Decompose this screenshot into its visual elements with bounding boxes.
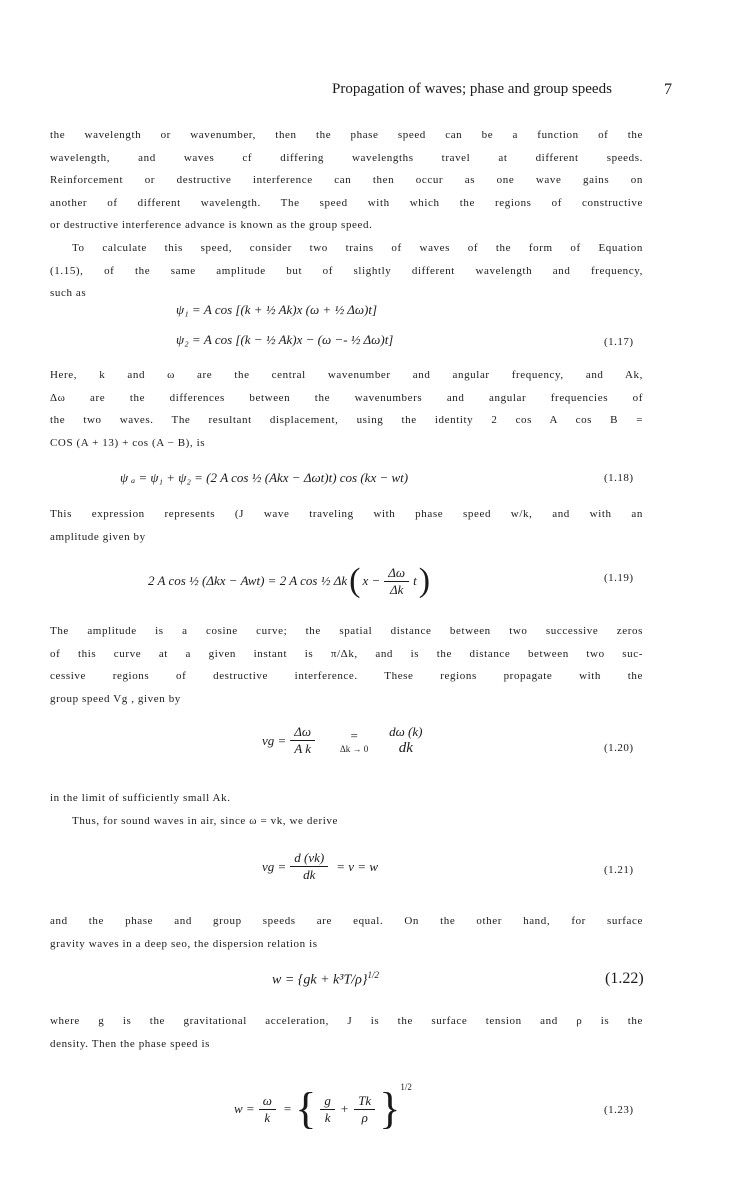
equation-number: (1.21): [604, 864, 634, 876]
text-line: another of different wavelength. The speed with which the regions of constructive: [50, 196, 643, 209]
text-line: in the limit of sufficiently small Ak.: [50, 792, 231, 804]
text-line: wavelength, and waves cf differing wavelengths travel at different speeds.: [50, 151, 643, 164]
text-line: COS (A + 13) + cos (A − B), is: [50, 436, 206, 449]
text-line: This expression represents (J wave traveling with phase speed w/k, and with an: [50, 508, 643, 520]
numerator: g: [320, 1093, 335, 1110]
paragraph-1: [50, 124, 643, 237]
denominator: k: [264, 1109, 271, 1125]
plus-sign: +: [340, 1101, 349, 1116]
exponent: 1/2: [367, 970, 379, 980]
text-line: the wavelength or wavenumber, then the phase speed can be a function of the: [50, 129, 643, 141]
denominator: Δk: [389, 581, 404, 597]
equation-1-23: [234, 1074, 412, 1144]
text-line: Thus, for sound waves in air, since ω = vk, we derive: [72, 815, 338, 827]
exponent: 1/2: [400, 1082, 412, 1092]
equation-1-20: [262, 724, 422, 757]
denominator: k: [324, 1109, 331, 1125]
paragraph-9: [50, 1010, 643, 1055]
equation-number: (1.19): [604, 572, 634, 584]
equation-1-18: ψ ₐ = ψ₁ + ψ₂ = (2 A cos ½ (Akx − Δωt)t) cos (kx − wt): [120, 470, 409, 485]
paragraph-8: [50, 910, 643, 955]
denominator: ρ: [361, 1109, 368, 1125]
numerator: Tk: [354, 1093, 375, 1110]
text-line: (1.15), of the same amplitude but of slightly different wavelength and frequency,: [50, 264, 643, 277]
fraction: [259, 1093, 276, 1126]
numerator: d (vk): [290, 850, 328, 867]
eq-term: t: [413, 573, 417, 588]
text-line: where g is the gravitational acceleration, J is the surface tension and ρ is the: [50, 1015, 643, 1027]
eq-body: w = {gk + k³T/ρ}: [272, 972, 368, 988]
text-line: the two waves. The resultant displacement, using the identity 2 cos A cos B =: [50, 414, 643, 426]
fraction: [320, 1093, 335, 1126]
running-header: Propagation of waves; phase and group speeds: [332, 81, 612, 97]
text-line: Reinforcement or destructive interference can then occur as one wave gains on: [50, 174, 643, 186]
right-brace: }: [379, 1084, 401, 1133]
derivative: dω (k) dk: [389, 724, 423, 756]
fraction: [354, 1093, 375, 1126]
eq-term: x −: [362, 573, 381, 588]
paragraph-2: [50, 237, 643, 305]
text-line: The amplitude is a cosine curve; the spatial distance between two successive zeros: [50, 625, 643, 637]
text-line: To calculate this speed, consider two trains of waves of the form of Equation: [72, 242, 643, 254]
paragraph-5: [50, 620, 643, 710]
eq-lhs: 2 A cos ½ (Δkx − Awt) = 2 A cos ½ Δk: [148, 573, 348, 588]
equation-number: (1.17): [604, 336, 634, 348]
equation-1-17-line1: ψ₁ = A cos [(k + ½ Ak)x (ω + ½ Δω)t]: [176, 302, 378, 317]
fraction: [384, 565, 409, 598]
limit-equals: = Δk → 0: [339, 727, 369, 754]
left-paren: (: [349, 562, 361, 599]
numerator: Δω: [384, 565, 409, 582]
equation-number: (1.18): [604, 472, 634, 484]
text-line: of this curve at a given instant is π/Δk, and is the distance between two suc-: [50, 647, 643, 660]
text-line: gravity waves in a deep seo, the dispersion relation is: [50, 937, 318, 950]
equals-sign: =: [283, 1101, 292, 1116]
numerator: ω: [259, 1093, 276, 1110]
equation-number: (1.23): [604, 1104, 634, 1116]
paragraph-3: [50, 364, 643, 454]
eq-lhs: vg =: [262, 858, 287, 874]
text-line: amplitude given by: [50, 530, 146, 543]
equation-1-19: [148, 553, 432, 609]
text-line: such as: [50, 287, 87, 299]
eq-lhs: vg =: [262, 732, 287, 748]
paragraph-6: [50, 787, 643, 810]
text-line: Δω are the differences between the wavenumbers and angular frequencies of: [50, 391, 643, 404]
paragraph-4: [50, 503, 643, 548]
equation-number: (1.22): [605, 970, 644, 987]
paragraph-7: [50, 810, 643, 833]
text-line: and the phase and group speeds are equal. On the other hand, for surface: [50, 915, 643, 927]
text-line: or destructive interference advance is known as the group speed.: [50, 219, 373, 231]
equation-1-17-line2: ψ₂ = A cos [(k − ½ Ak)x − (ω −- ½ Δω)t]: [176, 332, 394, 347]
equation-1-21: [262, 850, 378, 883]
eq-rhs: = v = w: [336, 858, 378, 874]
page-number: 7: [664, 81, 672, 98]
text-line: density. Then the phase speed is: [50, 1037, 211, 1050]
equation-1-22: [272, 970, 379, 989]
fraction: [290, 724, 315, 757]
text-line: Here, k and ω are the central wavenumber and angular frequency, and Ak,: [50, 369, 643, 381]
eq-lhs: w =: [234, 1101, 255, 1116]
fraction: [290, 850, 328, 883]
denominator: dk: [303, 867, 316, 882]
equation-number: (1.20): [604, 742, 634, 754]
text-line: cessive regions of destructive interference. These regions propagate with the: [50, 670, 643, 682]
left-brace: {: [295, 1084, 317, 1133]
numerator: Δω: [290, 724, 315, 741]
denominator: A k: [294, 741, 312, 756]
right-paren: ): [418, 562, 431, 599]
text-line: group speed Vg , given by: [50, 692, 181, 705]
